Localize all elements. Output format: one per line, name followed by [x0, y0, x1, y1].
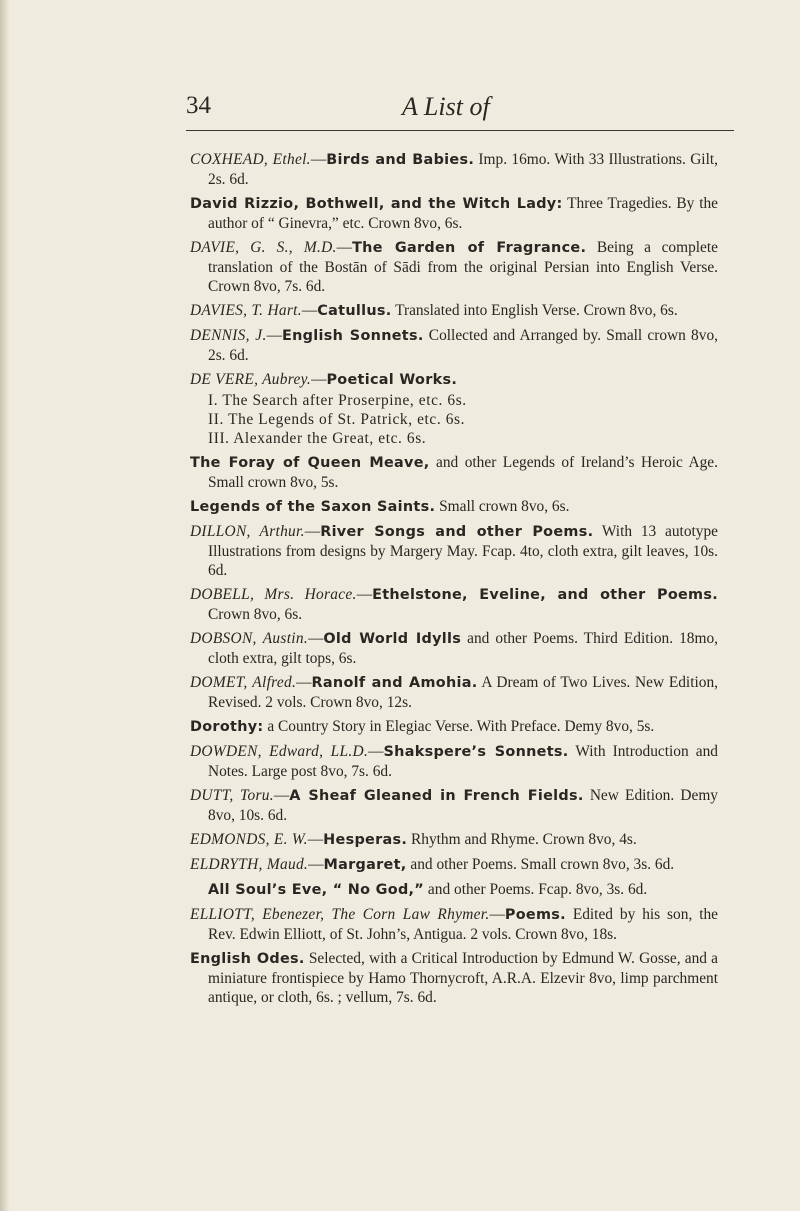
catalogue-entry: DAVIES, T. Hart.—Catullus. Translated into English Verse. Crown 8vo, 6s. [190, 302, 678, 319]
running-title: A List of [402, 92, 490, 121]
catalogue-entry: COXHEAD, Ethel.—Birds and Babies. Imp. 16mo. With 33 Illustrations. Gilt, 2s. 6d. [190, 151, 718, 188]
catalogue-entry: Legends of the Saxon Saints. Small crown 8vo, 6s. [190, 498, 570, 515]
catalogue-entry: English Odes. Selected, with a Critical Introduction by Edmund W. Gosse, and a miniature frontispiece by Hamo Thornycroft, A.R.A. Elzevir 8vo, limp parchment antique, or cloth, 6s. ; vellum, 7s. 6d. [190, 950, 718, 1006]
catalogue-entry: DAVIE, G. S., M.D.—The Garden of Fragrance. Being a complete translation of the Bostān of Sādi from the original Persian into English Verse. Crown 8vo, 7s. 6d. [190, 239, 718, 295]
page-number: 34 [186, 92, 211, 119]
catalogue-entries [190, 150, 718, 1012]
catalogue-entry: DUTT, Toru.—A Sheaf Gleaned in French Fields. New Edition. Demy 8vo, 10s. 6d. [190, 787, 718, 824]
catalogue-entry: David Rizzio, Bothwell, and the Witch Lady: Three Tragedies. By the author of “ Ginevra,” etc. Crown 8vo, 6s. [190, 195, 718, 232]
header-rule [186, 130, 734, 131]
catalogue-entry: All Soul’s Eve, “ No God,” and other Poems. Fcap. 8vo, 3s. 6d. [208, 881, 648, 898]
volume-list [190, 391, 718, 448]
volume-item: I. The Search after Proserpine, etc. 6s. [208, 392, 467, 409]
catalogue-entry: DENNIS, J.—English Sonnets. Collected and Arranged by. Small crown 8vo, 2s. 6d. [190, 327, 718, 364]
catalogue-entry: DOBELL, Mrs. Horace.—Ethelstone, Eveline, and other Poems. Crown 8vo, 6s. [190, 586, 718, 623]
catalogue-entry: DILLON, Arthur.—River Songs and other Poems. With 13 autotype Illustrations from designs by Margery May. Fcap. 4to, cloth extra, gilt leaves, 10s. 6d. [190, 523, 719, 579]
volume-item: II. The Legends of St. Patrick, etc. 6s. [208, 411, 466, 428]
page-header [186, 92, 734, 128]
catalogue-entry: DOMET, Alfred.—Ranolf and Amohia. A Dream of Two Lives. New Edition, Revised. 2 vols. Crown 8vo, 12s. [190, 674, 719, 711]
catalogue-entry: ELLIOTT, Ebenezer, The Corn Law Rhymer.—Poems. Edited by his son, the Rev. Edwin Elliott, of St. John’s, Antigua. 2 vols. Crown 8vo, 18s. [190, 906, 718, 943]
catalogue-entry: DOWDEN, Edward, LL.D.—Shakspere’s Sonnets. With Introduction and Notes. Large post 8vo, 7s. 6d. [190, 743, 718, 780]
catalogue-entry: ELDRYTH, Maud.—Margaret, and other Poems. Small crown 8vo, 3s. 6d. [190, 856, 675, 873]
catalogue-entry: The Foray of Queen Meave, and other Legends of Ireland’s Heroic Age. Small crown 8vo, 5s. [190, 454, 718, 491]
volume-item: III. Alexander the Great, etc. 6s. [208, 430, 427, 447]
catalogue-entry: Dorothy: a Country Story in Elegiac Verse. With Preface. Demy 8vo, 5s. [190, 718, 655, 735]
catalogue-entry: EDMONDS, E. W.—Hesperas. Rhythm and Rhyme. Crown 8vo, 4s. [190, 831, 637, 848]
catalogue-entry: DOBSON, Austin.—Old World Idylls and other Poems. Third Edition. 18mo, cloth extra, gilt tops, 6s. [190, 630, 718, 667]
book-gutter-edge [0, 0, 10, 1211]
catalogue-entry: DE VERE, Aubrey.—Poetical Works. [190, 371, 458, 388]
